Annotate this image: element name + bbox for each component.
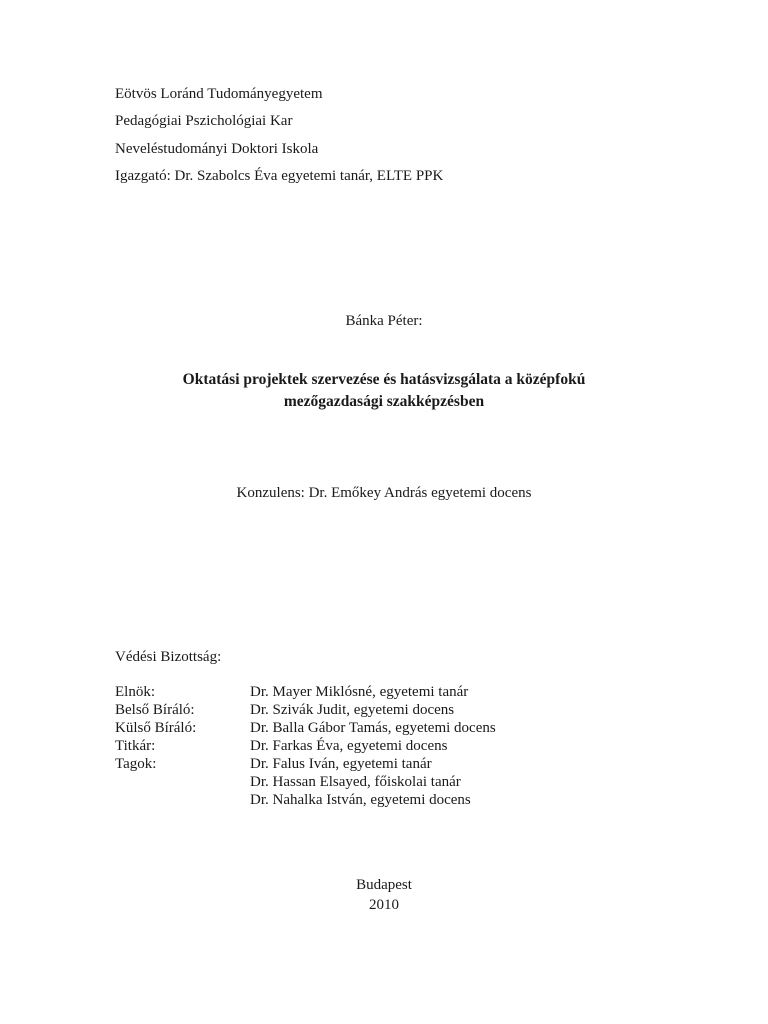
author-name: Bánka Péter: xyxy=(345,313,423,329)
committee-role: Külső Bíráló: xyxy=(115,720,197,736)
university-name: Eötvös Loránd Tudományegyetem xyxy=(115,86,323,102)
footer-year: 2010 xyxy=(369,897,399,913)
committee-role: Titkár: xyxy=(115,738,156,754)
director-line: Igazgató: Dr. Szabolcs Éva egyetemi tanár, ELTE PPK xyxy=(115,168,444,184)
thesis-title-line-1: Oktatási projektek szervezése és hatásvizsgálata a középfokú xyxy=(182,371,586,388)
committee-role: Elnök: xyxy=(115,684,155,700)
committee-member: Dr. Szivák Judit, egyetemi docens xyxy=(250,702,455,718)
thesis-title xyxy=(0,369,768,413)
faculty-name: Pedagógiai Pszichológiai Kar xyxy=(115,113,293,129)
committee-member: Dr. Farkas Éva, egyetemi docens xyxy=(250,738,448,754)
committee-role: Belső Bíráló: xyxy=(115,702,195,718)
committee-member: Dr. Balla Gábor Tamás, egyetemi docens xyxy=(250,720,496,736)
consultant-line: Konzulens: Dr. Emőkey András egyetemi docens xyxy=(236,485,532,501)
committee-member: Dr. Hassan Elsayed, főiskolai tanár xyxy=(250,774,461,790)
committee-role: Tagok: xyxy=(115,756,157,772)
doctoral-school-name: Neveléstudományi Doktori Iskola xyxy=(115,141,319,157)
committee-heading: Védési Bizottság: xyxy=(115,649,222,665)
thesis-title-line-2: mezőgazdasági szakképzésben xyxy=(283,393,485,410)
committee-member: Dr. Falus Iván, egyetemi tanár xyxy=(250,756,432,772)
committee-member: Dr. Nahalka István, egyetemi docens xyxy=(250,792,471,808)
footer-city: Budapest xyxy=(356,877,412,893)
committee-member: Dr. Mayer Miklósné, egyetemi tanár xyxy=(250,684,469,700)
